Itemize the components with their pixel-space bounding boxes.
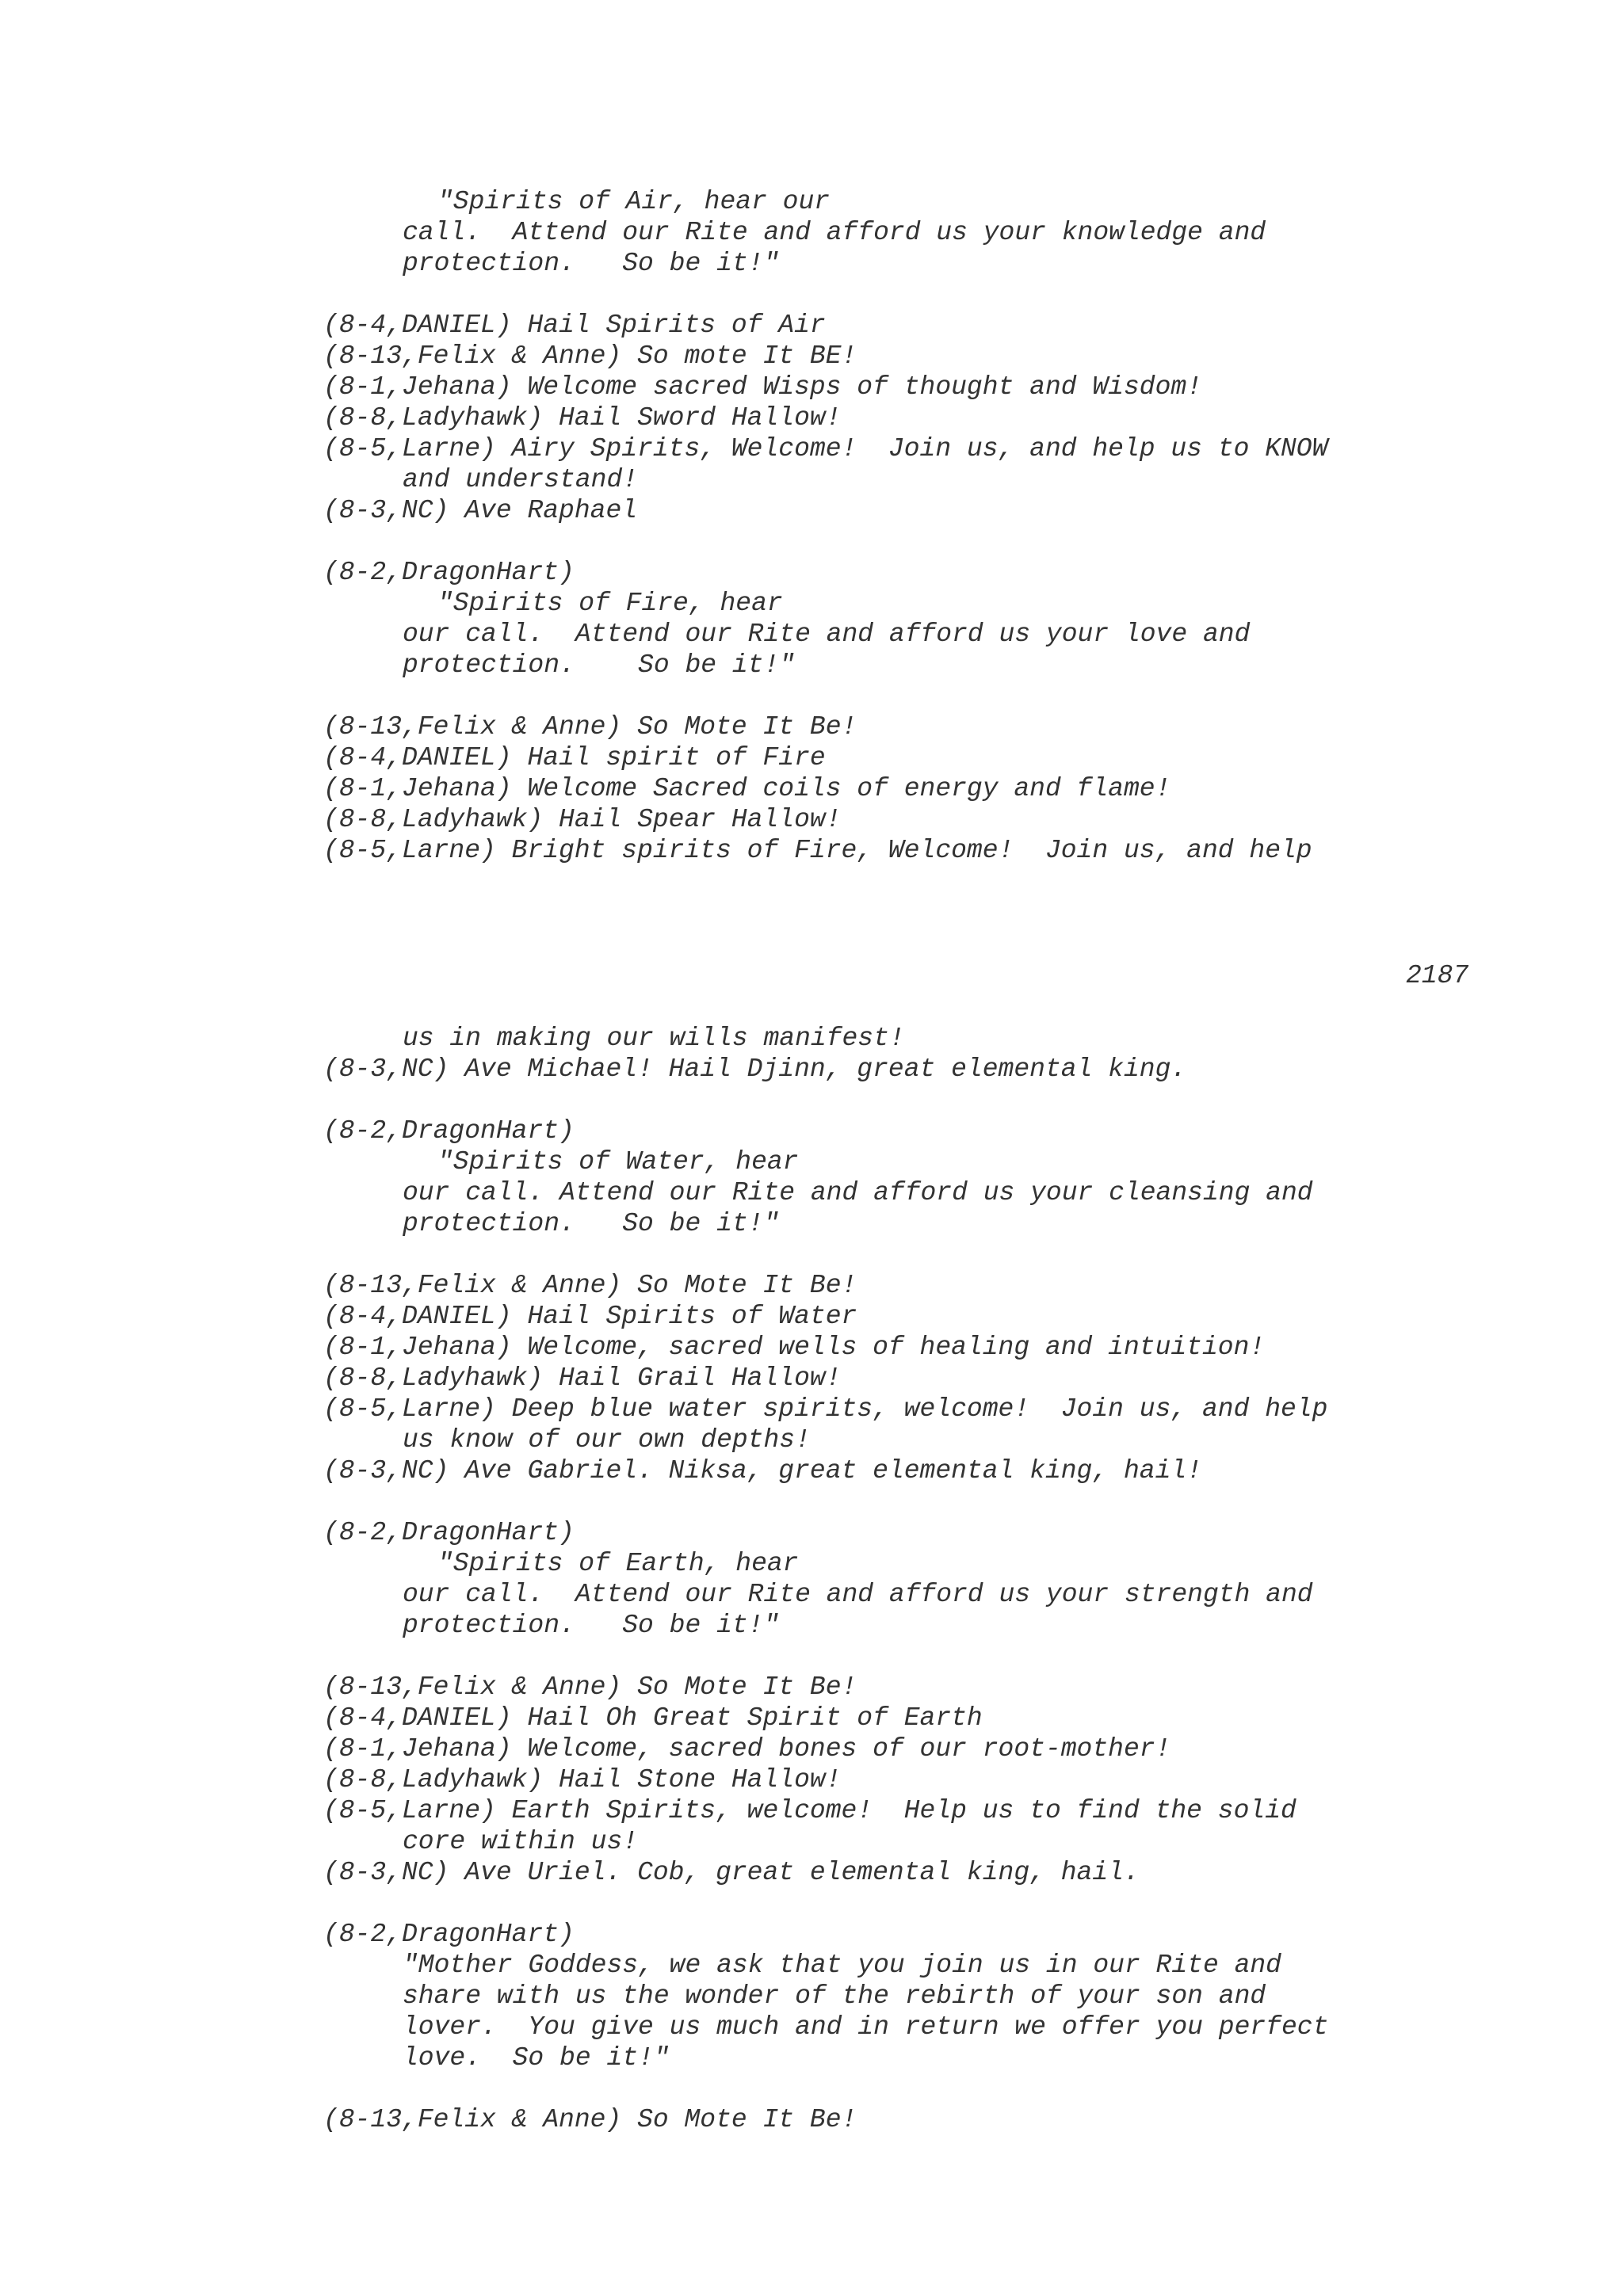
text-line: (8-4,DANIEL) Hail Oh Great Spirit of Earth xyxy=(323,1703,983,1733)
text-line: lover. You give us much and in return we offer you perfect xyxy=(403,2012,1329,2042)
text-line: our call. Attend our Rite and afford us your cleansing and xyxy=(403,1178,1313,1207)
text-line: call. Attend our Rite and afford us your knowledge and xyxy=(403,218,1266,247)
text-line: (8-13,Felix & Anne) So Mote It Be! xyxy=(323,2105,857,2134)
text-line: (8-3,NC) Ave Raphael xyxy=(323,496,638,525)
text-line: (8-2,DragonHart) xyxy=(323,1518,575,1547)
text-line: (8-3,NC) Ave Michael! Hail Djinn, great elemental king. xyxy=(323,1055,1187,1084)
text-line: protection. So be it!" xyxy=(403,1209,780,1238)
text-line: protection. So be it!" xyxy=(403,249,780,278)
text-line: (8-5,Larne) Airy Spirits, Welcome! Join us, and help us to KNOW xyxy=(323,434,1328,463)
text-line: (8-4,DANIEL) Hail spirit of Fire xyxy=(323,743,826,772)
text-line: (8-8,Ladyhawk) Hail Grail Hallow! xyxy=(323,1363,842,1393)
page-number: 2187 xyxy=(1406,961,1469,990)
text-line: (8-8,Ladyhawk) Hail Spear Hallow! xyxy=(323,805,842,834)
text-line: share with us the wonder of the rebirth of your son and xyxy=(403,1981,1266,2011)
text-line: our call. Attend our Rite and afford us your strength and xyxy=(403,1580,1313,1609)
text-line: (8-4,DANIEL) Hail Spirits of Air xyxy=(323,311,826,340)
text-line: protection. So be it!" xyxy=(403,650,796,680)
text-line: "Spirits of Water, hear xyxy=(437,1147,799,1177)
text-line: "Spirits of Earth, hear xyxy=(437,1549,799,1578)
text-line: (8-13,Felix & Anne) So Mote It Be! xyxy=(323,712,857,742)
text-line: (8-13,Felix & Anne) So Mote It Be! xyxy=(323,1672,857,1702)
text-line: (8-1,Jehana) Welcome, sacred wells of healing and intuition! xyxy=(323,1333,1266,1362)
text-line: (8-8,Ladyhawk) Hail Sword Hallow! xyxy=(323,403,842,433)
text-line: (8-2,DragonHart) xyxy=(323,558,575,587)
text-line: (8-5,Larne) Earth Spirits, welcome! Help us to find the solid xyxy=(323,1796,1296,1825)
text-line: (8-5,Larne) Bright spirits of Fire, Welcome! Join us, and help xyxy=(323,836,1312,865)
text-line: (8-2,DragonHart) xyxy=(323,1116,575,1146)
text-line: love. So be it!" xyxy=(403,2043,670,2073)
text-line: (8-1,Jehana) Welcome, sacred bones of our root-mother! xyxy=(323,1734,1171,1764)
text-line: "Spirits of Fire, hear xyxy=(437,589,783,618)
text-line: (8-13,Felix & Anne) So mote It BE! xyxy=(323,341,857,371)
text-line: (8-3,NC) Ave Uriel. Cob, great elemental king, hail. xyxy=(323,1858,1140,1887)
text-line: us know of our own depths! xyxy=(403,1425,811,1455)
text-line: core within us! xyxy=(403,1827,639,1856)
text-line: (8-13,Felix & Anne) So Mote It Be! xyxy=(323,1271,857,1300)
text-line: (8-4,DANIEL) Hail Spirits of Water xyxy=(323,1302,857,1331)
text-line: us in making our wills manifest! xyxy=(403,1024,905,1053)
text-line: protection. So be it!" xyxy=(403,1611,780,1640)
text-line: our call. Attend our Rite and afford us your love and xyxy=(403,620,1251,649)
text-line: "Mother Goddess, we ask that you join us in our Rite and xyxy=(403,1951,1281,1980)
text-line: (8-3,NC) Ave Gabriel. Niksa, great elemental king, hail! xyxy=(323,1456,1202,1486)
text-line: and understand! xyxy=(403,465,639,494)
text-line: (8-1,Jehana) Welcome sacred Wisps of thought and Wisdom! xyxy=(323,372,1202,402)
text-line: "Spirits of Air, hear our xyxy=(437,187,831,216)
text-line: (8-1,Jehana) Welcome Sacred coils of energy and flame! xyxy=(323,774,1171,803)
text-line: (8-5,Larne) Deep blue water spirits, welcome! Join us, and help xyxy=(323,1394,1328,1424)
text-line: (8-2,DragonHart) xyxy=(323,1920,575,1949)
text-line: (8-8,Ladyhawk) Hail Stone Hallow! xyxy=(323,1765,842,1794)
